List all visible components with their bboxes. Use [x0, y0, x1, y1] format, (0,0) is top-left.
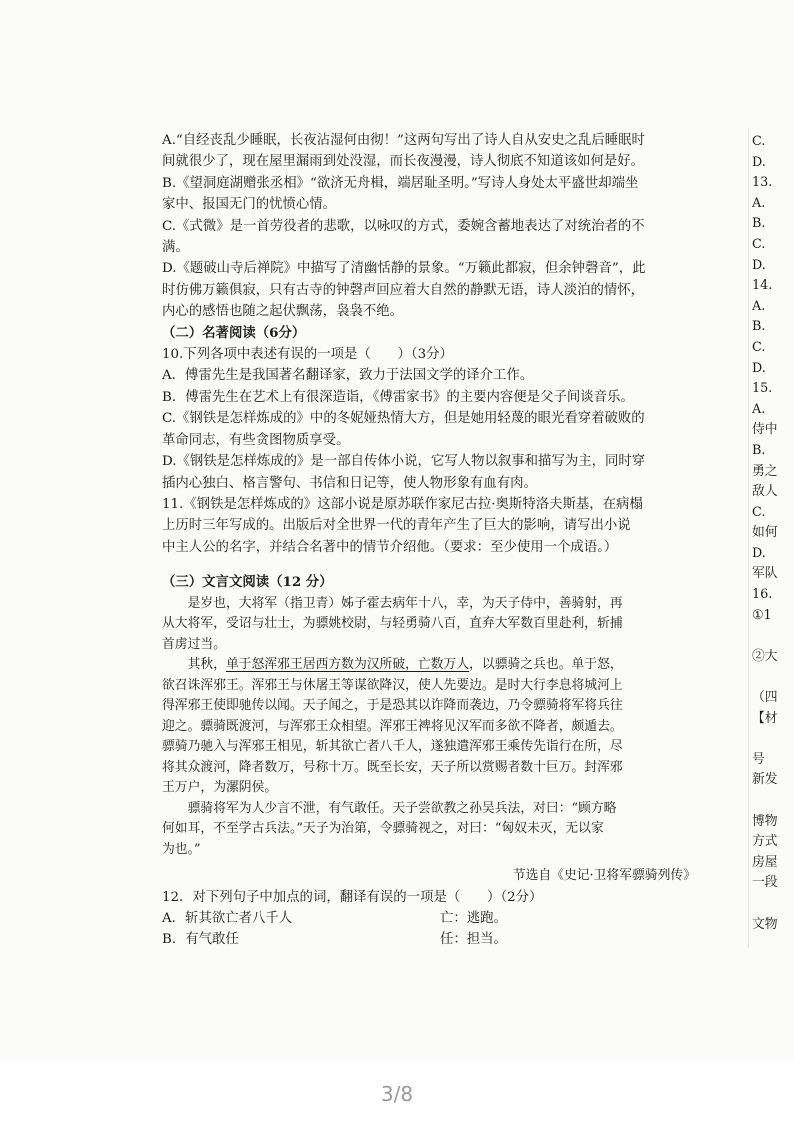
- right-column-fragment: 13.: [752, 175, 773, 191]
- right-column-fragment: 侍中: [752, 422, 778, 438]
- question-11: 上历时三年写成的。出版后对全世界一代的青年产生了巨大的影响，请写出小说: [162, 518, 631, 534]
- passage-line: 骠骑将军为人少言不泄，有气敢任。天子尝欲教之孙吴兵法，对曰：“顾方略: [187, 800, 617, 816]
- q12-b-sentence: B．有气敢任: [162, 932, 239, 948]
- right-column-fragment: 博物: [752, 813, 778, 829]
- q12-a-sentence: A．斩其欲亡者八千人: [162, 910, 293, 926]
- passage-source: 节选自《史记·卫将军骠骑列传》: [512, 868, 696, 884]
- right-column-fragment: 军队: [752, 566, 778, 582]
- passage-line: 将其众渡河，降者数万，号称十万。既至长安，天子所以赏赐者数十巨万。封浑邪: [162, 759, 623, 775]
- page-indicator: 3/8: [380, 1082, 414, 1106]
- passage-line: 王万户，为漯阴侯。: [162, 780, 278, 796]
- passage-line: 是岁也，大将军（指卫青）姊子霍去病年十八，幸，为天子侍中，善骑射，再: [187, 595, 623, 611]
- right-column-fragment: C.: [752, 236, 766, 252]
- underlined-sentence: 单于怒浑邪王居西方数为汉所破，亡数万人: [225, 657, 470, 673]
- right-column-fragment: 新发: [752, 772, 778, 788]
- right-column-fragment: 如何: [752, 525, 778, 541]
- right-column-fragment: C.: [752, 134, 766, 149]
- right-column-fragment: D.: [752, 360, 766, 376]
- right-column-fragment: [752, 894, 794, 915]
- main-column: [162, 130, 736, 951]
- passage-line: 从大将军，受诏与壮士，为骠姚校尉，与轻勇骑八百，直弃大军数百里赴利，斩捕: [162, 616, 623, 632]
- passage-line: 为也。”: [162, 841, 201, 857]
- passage-line: 得浑邪王使即驰传以闻。天子闻之，于是恐其以诈降而袭边，乃令骠骑将军将兵往: [162, 698, 623, 714]
- option-b-line: 家中、报国无门的忧愤心情。: [162, 197, 337, 213]
- right-column-fragment: 14.: [752, 278, 773, 294]
- right-column-fragment: 勇之: [752, 463, 778, 479]
- right-column-fragment: B.: [752, 319, 766, 335]
- q10-option-a: A．傅雷先生是我国著名翻译家，致力于法国文学的译介工作。: [162, 368, 534, 384]
- option-c-line: C.《式微》是一首劳役者的悲歌，以咏叹的方式，委婉含蓄地表达了对统治者的不: [162, 218, 645, 234]
- right-column-fragment: 方式: [752, 834, 778, 850]
- right-column-fragment: [752, 667, 794, 688]
- right-column-fragment: [752, 729, 794, 750]
- right-column-fragment: [752, 626, 794, 647]
- right-column-fragment: A.: [752, 401, 766, 417]
- passage-line: 何如耳，不至学古兵法。”天子为治第，令骠骑视之，对曰：“匈奴未灭，无以家: [162, 821, 604, 837]
- q10-option-d: D.《钢铁是怎样炼成的》是一部自传体小说，它写人物以叙事和描写为主，同时穿: [162, 454, 646, 470]
- right-column-fragment: （四: [752, 690, 778, 706]
- section-title-classics: （二）名著阅读（6分）: [162, 324, 306, 341]
- option-a-line: 间就很少了，现在屋里漏雨到处没湿，而长夜漫漫，诗人彻底不知道该如何是好。: [162, 154, 645, 170]
- right-column-fragment: C.: [752, 339, 766, 355]
- right-column-fragment: D.: [752, 257, 766, 273]
- q12-option-b: [162, 929, 736, 950]
- q12-a-gloss: 亡：逃跑。: [440, 910, 507, 926]
- right-column-fragment: 敌人: [752, 484, 778, 500]
- right-column-fragment: 【材: [752, 710, 778, 726]
- passage-line: 迎之。骠骑既渡河，与浑邪王众相望。浑邪王裨将见汉军而多欲不降者，颇遁去。: [162, 718, 623, 734]
- option-a-line: A.“自经丧乱少睡眠，长夜沾湿何由彻！”这两句写出了诗人自从安史之乱后睡眠时: [162, 133, 645, 148]
- right-column-cutoff: [752, 132, 794, 935]
- question-12: 12．对下列句子中加点的词，翻译有误的一项是（ ）（2分）: [162, 889, 543, 905]
- right-column-fragment: 文物: [752, 916, 778, 932]
- right-column-fragment: [752, 791, 794, 812]
- passage-line: [162, 655, 736, 676]
- option-c-line: 满。: [162, 240, 189, 256]
- option-d-line: 时仿佛万籁俱寂，只有古寺的钟磬声回应着大自然的静默无语，诗人淡泊的情怀，: [162, 282, 645, 298]
- passage-line: 骠骑乃驰入与浑邪王相见，斩其欲亡者八千人，遂独遣浑邪王乘传先诣行在所，尽: [162, 739, 623, 755]
- option-d-line: D.《题破山寺后禅院》中描写了清幽恬静的景象。“万籁此都寂，但余钟磬音”，此: [162, 261, 646, 277]
- passage-text: 其秋，: [187, 657, 226, 673]
- right-column-fragment: B.: [752, 216, 766, 232]
- right-column-fragment: 16.: [752, 587, 773, 603]
- question-10: 10.下列各项中表述有误的一项是（ ）（3分）: [162, 347, 453, 363]
- q10-option-c: C.《钢铁是怎样炼成的》中的冬妮娅热情大方，但是她用轻蔑的眼光看穿着破败的: [162, 411, 645, 427]
- column-divider: [748, 128, 749, 948]
- right-column-fragment: B.: [752, 442, 766, 458]
- option-d-line: 内心的感悟也随之起伏飘荡，袅袅不绝。: [162, 304, 404, 320]
- q10-option-d: 插内心独白、格言警句、书信和日记等，使人物形象有血有肉。: [162, 475, 537, 491]
- question-11: 11.《钢铁是怎样炼成的》这部小说是原苏联作家尼古拉·奥斯特洛夫斯基，在病榻: [162, 496, 643, 512]
- classical-passage: [162, 594, 736, 887]
- passage-line: 首虏过当。: [162, 636, 226, 652]
- right-column-fragment: D.: [752, 545, 766, 561]
- right-column-fragment: A.: [752, 298, 766, 314]
- right-column-fragment: C.: [752, 504, 766, 520]
- passage-line: 欲召诛浑邪王。浑邪王与休屠王等谋欲降汉，使人先要边。是时大行李息将城河上: [162, 677, 623, 693]
- passage-text: ，以骠骑之兵也。单于怒，: [469, 657, 623, 673]
- question-11: 中主人公的名字，并结合名著中的情节介绍他。（要求：至少使用一个成语。）: [162, 539, 618, 555]
- right-column-fragment: ①1: [752, 607, 772, 623]
- option-b-line: B.《望洞庭湖赠张丞相》“欲济无舟楫，端居耻圣明。”写诗人身处太平盛世却端坐: [162, 175, 639, 191]
- right-column-fragment: 15.: [752, 381, 773, 397]
- q12-b-gloss: 任：担当。: [440, 932, 507, 948]
- q12-option-a: [162, 908, 736, 929]
- right-column-fragment: 房屋: [752, 854, 778, 870]
- q10-option-c: 革命同志，有些贪图物质享受。: [162, 432, 350, 448]
- q10-option-b: B．傅雷先生在艺术上有很深造诣，《傅雷家书》的主要内容便是父子间谈音乐。: [162, 389, 634, 405]
- right-column-fragment: 号: [752, 751, 765, 767]
- right-column-fragment: A.: [752, 195, 766, 211]
- right-column-fragment: 一段: [752, 875, 778, 891]
- right-column-fragment: ②大: [752, 648, 778, 664]
- section-title-classical: （三）文言文阅读（12 分）: [162, 574, 333, 591]
- right-column-fragment: D.: [752, 154, 766, 170]
